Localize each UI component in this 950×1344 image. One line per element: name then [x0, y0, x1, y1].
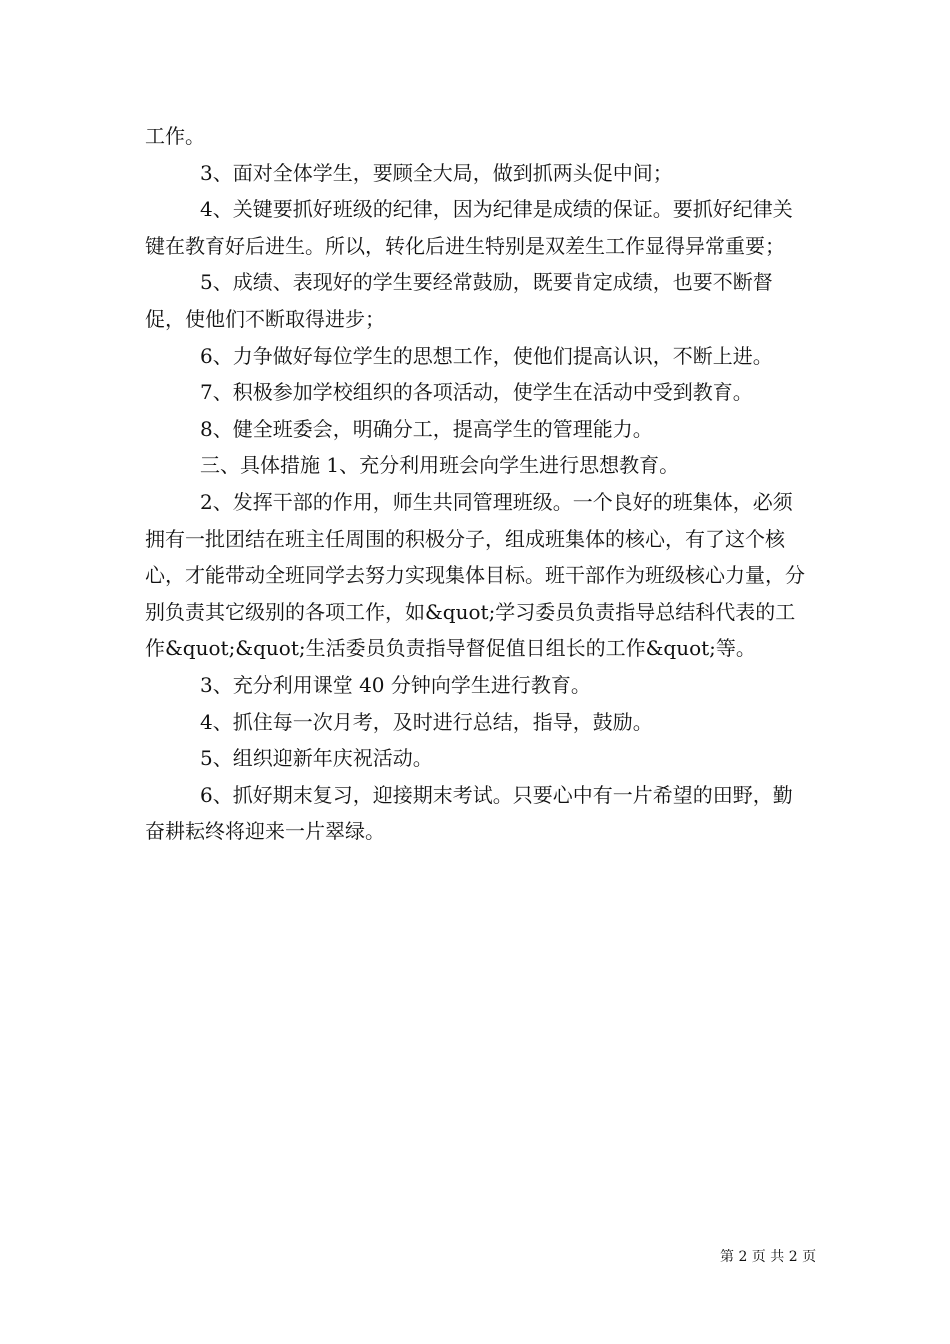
paragraph-measure-3: 3、充分利用课堂 40 分钟向学生进行教育。	[200, 672, 591, 697]
paragraph-item-3: 3、面对全体学生，要顾全大局，做到抓两头促中间；	[200, 160, 673, 185]
paragraph-item-7: 7、积极参加学校组织的各项活动，使学生在活动中受到教育。	[200, 380, 753, 405]
document-body	[145, 118, 811, 850]
paragraph-continuation: 工作。	[145, 124, 205, 148]
paragraph-item-4: 4、关键要抓好班级的纪律，因为纪律是成绩的保证。要抓好纪律关键在教育好后进生。所以，转化后进生特别是双差生工作显得异常重要；	[145, 197, 793, 258]
section-heading-measures: 三、具体措施 1、充分利用班会向学生进行思想教育。	[200, 453, 680, 478]
paragraph-measure-2: 2、发挥干部的作用，师生共同管理班级。一个良好的班集体，必须拥有一批团结在班主任周围的积极分子，组成班集体的核心，有了这个核心，才能带动全班同学去努力实现集体目标。班干部作为班级核心力量，分别负责其它级别的各项工作，如&quot;学习委员负责指导总结科代表的工作&quot;&quot;生活委员负责指导督促值日组长的工作&quot;等。	[145, 489, 805, 661]
paragraph-item-8: 8、健全班委会，明确分工，提高学生的管理能力。	[200, 416, 653, 441]
page-number-footer: 第 2 页 共 2 页	[720, 1249, 817, 1265]
paragraph-item-5: 5、成绩、表现好的学生要经常鼓励，既要肯定成绩，也要不断督促，使他们不断取得进步；	[145, 270, 773, 331]
paragraph-measure-5: 5、组织迎新年庆祝活动。	[200, 746, 433, 771]
paragraph-measure-6: 6、抓好期末复习，迎接期末考试。只要心中有一片希望的田野，勤奋耕耘终将迎来一片翠绿。	[145, 782, 793, 844]
paragraph-item-6: 6、力争做好每位学生的思想工作，使他们提高认识，不断上进。	[200, 343, 773, 368]
paragraph-measure-4: 4、抓住每一次月考，及时进行总结，指导，鼓励。	[200, 709, 653, 734]
